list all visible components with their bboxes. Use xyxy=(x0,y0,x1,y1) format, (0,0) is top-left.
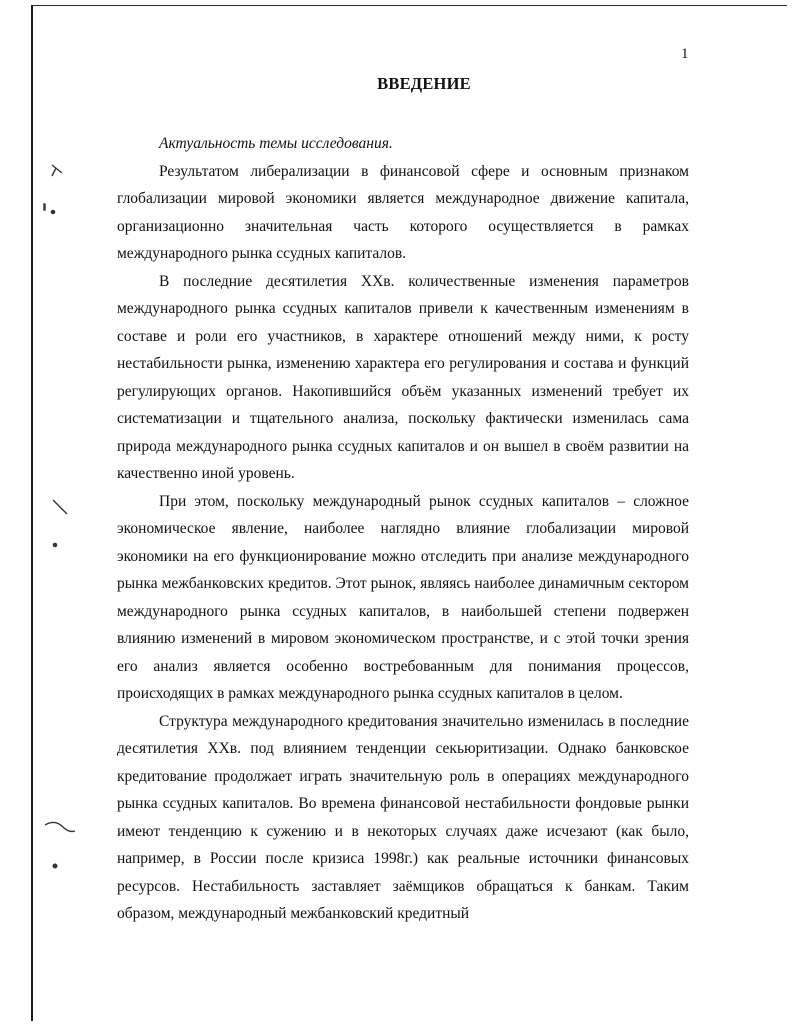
paragraph-3: При этом, поскольку международный рынок ссудных капиталов – сложное экономическое явление, наиболее наглядно влияние глобализации мировой экономики на его функционирование можно отследить при анализе международного рынка межбанковских кредитов. Этот рынок, являясь наиболее динамичным сектором международного рынка ссудных капиталов, в наибольшей степени подвержен влиянию изменений в мировом экономическом пространстве, и с этой точки зрения его анализ является особенно востребованным для понимания процессов, происходящих в рамках международного рынка ссудных капиталов в целом. xyxy=(117,492,689,702)
section-subtitle: Актуальность темы исследования. xyxy=(159,135,393,152)
paragraph-2: В последние десятилетия XXв. количественные изменения параметров международного рынка ссудных капиталов привели к качественным изменениям в составе и роли его участников, в характере отношений между ними, к росту нестабильности рынка, изменению характера его регулирования и состава и функций регулирующих органов. Накопившийся объём указанных изменений требует их систематизации и тщательного анализа, поскольку фактически изменилась сама природа международного рынка ссудных капиталов и он вышел в своём развитии на качественно иной уровень. xyxy=(117,272,689,482)
document-body xyxy=(117,130,689,928)
page-title: ВВЕДЕНИЕ xyxy=(377,74,471,93)
paragraph-4: Структура международного кредитования значительно изменилась в последние десятилетия XXв. под влиянием тенденции секьюритизации. Однако банковское кредитование продолжает играть значительную роль в операциях международного рынка ссудных капиталов. Во времена финансовой нестабильности фондовые рынки имеют тенденцию к сужению и в некоторых случаях даже исчезают (как было, например, в России после кризиса 1998г.) как реальные источники финансовых ресурсов. Нестабильность заставляет заёмщиков обращаться к банкам. Таким образом, международный межбанковский кредитный xyxy=(117,712,689,922)
paragraph-1: Результатом либерализации в финансовой сфере и основным признаком глобализации мировой экономики является международное движение капитала, организационно значительная часть которого осуществляется в рамках международного рынка ссудных капиталов. xyxy=(117,162,689,262)
page-number: 1 xyxy=(681,46,689,62)
document-page xyxy=(31,5,787,1021)
